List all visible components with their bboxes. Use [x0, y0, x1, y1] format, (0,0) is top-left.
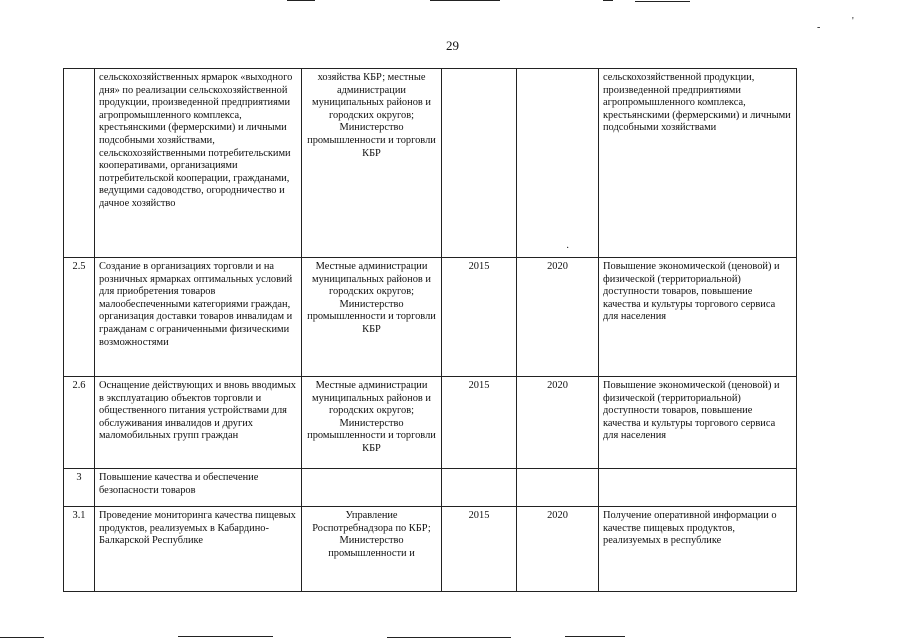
start-year	[442, 469, 517, 507]
scan-artifact-line	[287, 0, 315, 1]
result-text: Повышение экономической (ценовой) и физической (территориальной) доступности товаров, повышение качества и культуры торгового сервиса для населения	[599, 377, 797, 469]
measure-text: Создание в организациях торговли и на розничных ярмарках оптимальных условий для приобретения товаров малообеспеченными категориями граждан, организация доставки товаров инвалидам и гражданам с ограниченными физическими возможностями	[95, 258, 302, 377]
measure-text: сельскохозяйственных ярмарок «выходного дня» по реализации сельскохозяйственной продукции, произведенной предприятиями агропромышленного комплекса, крестьянскими (фермерскими) и личными подсобными хозяйствами, сельскохозяйственными потребительскими кооперативами, организациями потребительской кооперации, гражданами, ведущими садоводство, огородничество и дачное хозяйство	[95, 69, 302, 258]
scan-artifact-line	[430, 0, 500, 1]
result-text: Повышение экономической (ценовой) и физической (территориальной) доступности товаров, повышение качества и культуры торгового сервиса для населения	[599, 258, 797, 377]
scan-artifact-line	[387, 637, 511, 638]
result-text	[599, 469, 797, 507]
scan-artifact-line	[565, 636, 625, 637]
table-row	[64, 377, 797, 469]
scan-artifact-dot: '	[852, 16, 854, 27]
start-year: 2015	[442, 258, 517, 377]
start-year: 2015	[442, 377, 517, 469]
scan-artifact-dot: -	[817, 22, 821, 33]
executor-text: Управление Роспотребнадзора по КБР; Министерство промышленности и	[302, 507, 442, 592]
measure-text: Проведение мониторинга качества пищевых продуктов, реализуемых в Кабардино-Балкарской Республике	[95, 507, 302, 592]
table-row	[64, 69, 797, 258]
end-year	[517, 469, 599, 507]
scan-artifact-line	[178, 636, 273, 637]
start-year	[442, 69, 517, 258]
result-text: сельскохозяйственной продукции, произведенной предприятиями агропромышленного комплекса, крестьянскими (фермерскими) и личными подсобными хозяйствами	[599, 69, 797, 258]
executor-text: хозяйства КБР; местные администрации муниципальных районов и городских округов; Министерство промышленности и торговли КБР	[302, 69, 442, 258]
measure-text: Повышение качества и обеспечение безопасности товаров	[95, 469, 302, 507]
end-year	[517, 69, 599, 258]
table-row	[64, 258, 797, 377]
table-row	[64, 507, 797, 592]
scan-artifact-line	[603, 0, 613, 1]
item-number	[64, 69, 95, 258]
measures-table	[63, 68, 797, 592]
end-year: 2020	[517, 377, 599, 469]
item-number: 2.5	[64, 258, 95, 377]
scan-artifact-line	[0, 637, 44, 638]
scan-artifact-dot: ·	[566, 243, 570, 254]
scan-artifact-line	[635, 1, 690, 2]
table-row	[64, 469, 797, 507]
executor-text: Местные администрации муниципальных районов и городских округов; Министерство промышленности и торговли КБР	[302, 377, 442, 469]
item-number: 2.6	[64, 377, 95, 469]
start-year: 2015	[442, 507, 517, 592]
end-year: 2020	[517, 507, 599, 592]
end-year: 2020	[517, 258, 599, 377]
executor-text: Местные администрации муниципальных районов и городских округов; Министерство промышленности и торговли КБР	[302, 258, 442, 377]
item-number: 3	[64, 469, 95, 507]
result-text: Получение оперативной информации о качестве пищевых продуктов, реализуемых в республике	[599, 507, 797, 592]
measure-text: Оснащение действующих и вновь вводимых в эксплуатацию объектов торговли и общественного питания устройствами для обслуживания инвалидов и других маломобильных групп граждан	[95, 377, 302, 469]
item-number: 3.1	[64, 507, 95, 592]
executor-text	[302, 469, 442, 507]
page-number: 29	[446, 38, 459, 53]
